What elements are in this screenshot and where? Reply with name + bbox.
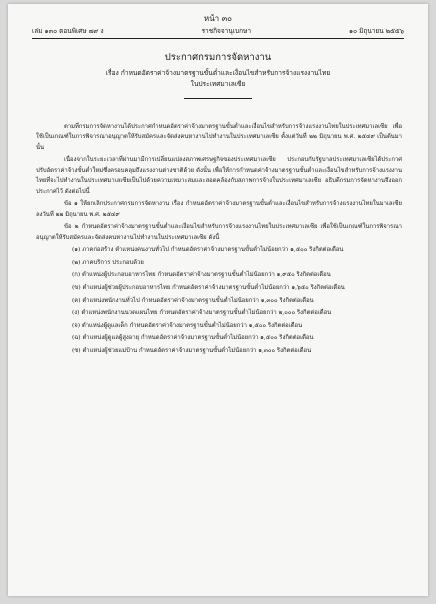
clause-2-item-2: (๒) ภาคบริการ ประกอบด้วย: [72, 259, 144, 266]
clause-2-item-2b: (ข) ตำแหน่งผู้ช่วยผู้ประกอบอาหารไทย กำหนดอัตราค่าจ้างมาตรฐานขั้นต่ำไม่น้อยกว่า ๑,๖๕๐ ริงกิตต่อเดือน: [72, 285, 345, 291]
paragraph-background: ตามที่กรมการจัดหางานได้ประกาศกำหนดอัตราค่าจ้างมาตรฐานขั้นต่ำและเงื่อนไขสำหรับการจ้างแรงงานไทยในประเทศมาเลเซีย เพื่อใช้เป็นเกณฑ์ในการพิจารณาอนุญาตให้รับสมัครและจัดส่งคนหางานไปทำงานในประเทศมาเลเซีย ตั้งแต่วันที่ ๒๒ มิถุนายน พ.ศ. ๒๕๔๙ เป็นต้นมา นั้น: [36, 124, 402, 151]
subject-line-2: ในประเทศมาเลเซีย: [190, 80, 246, 88]
header-divider: [32, 38, 404, 39]
clause-2-item-2c: (ค) ตำแหน่งพนักงานทั่วไป กำหนดอัตราค่าจ้างมาตรฐานขั้นต่ำไม่น้อยกว่า ๑,๓๐๐ ริงกิตต่อเดือน: [72, 297, 314, 304]
clause-2-item-1: (๑) ภาคก่อสร้าง ตำแหน่งคนงานทั่วไป กำหนดอัตราค่าจ้างมาตรฐานขั้นต่ำไม่น้อยกว่า ๑,๕๐๐ ริงกิตต่อเดือน: [72, 247, 344, 254]
clause-2-item-2g: (ช) ตำแหน่งผู้ช่วยแม่บ้าน กำหนดอัตราค่าจ้างมาตรฐานขั้นต่ำไม่น้อยกว่า ๑,๓๐๐ ริงกิตต่อเดือน: [72, 347, 312, 354]
announcement-title: ประกาศกรมการจัดหางาน: [164, 52, 272, 63]
clause-2-item-2f: (ฉ) ตำแหน่งผู้ดูแลผู้สูงอายุ กำหนดอัตราค่าจ้างมาตรฐานขั้นต่ำไม่น้อยกว่า ๑,๕๐๐ ริงกิตต่อเดือน: [72, 335, 314, 342]
clause-2-item-2d: (ง) ตำแหน่งพนักงานนวดแผนไทย กำหนดอัตราค่าจ้างมาตรฐานขั้นต่ำไม่น้อยกว่า ๒,๐๐๐ ริงกิตต่อเดือน: [72, 310, 332, 317]
publication-date: ๑๐ มิถุนายน ๒๕๕๖: [348, 27, 404, 35]
paragraph-reason: เนื่องจากในระยะเวลาที่ผ่านมามีการเปลี่ยนแปลงสภาพเศรษฐกิจของประเทศมาเลเซีย ประกอบกับรัฐบาลประเทศมาเลเซียได้ประกาศปรับอัตราค่าจ้างขั้นต่ำใหม่ซึ่งครอบคลุมถึงแรงงานต่างชาติด้วย ดังนั้น เพื่อให้การกำหนดค่าจ้างมาตรฐานขั้นต่ำและเงื่อนไขสำหรับการจ้างแรงงานไทยที่จะไปทำงานในประเทศมาเลเซียเป็นไปด้วยความเหมาะสมและสอดคล้องกับสภาพการจ้างในประเทศมาเลเซีย อธิบดีกรมการจัดหางานจึงออกประกาศไว้ ดังต่อไปนี้: [36, 157, 402, 195]
gazette-header: [32, 26, 404, 36]
clause-1: ข้อ ๑ ให้ยกเลิกประกาศกรมการจัดหางาน เรื่อง กำหนดอัตราค่าจ้างมาตรฐานขั้นต่ำและเงื่อนไขสำหรับการจ้างแรงงานไทยในมาเลเซีย ลงวันที่ ๒๒ มิถุนายน พ.ศ. ๒๕๔๙: [36, 201, 402, 218]
announcement-body: [36, 122, 402, 359]
gazette-page: [8, 4, 428, 596]
clause-2-item-2e: (จ) ตำแหน่งผู้ดูแลเด็ก กำหนดอัตราค่าจ้างมาตรฐานขั้นต่ำไม่น้อยกว่า ๑,๕๐๐ ริงกิตต่อเดือน: [72, 322, 303, 329]
announcement-subject: [68, 68, 368, 90]
clause-2: ข้อ ๒ กำหนดอัตราค่าจ้างมาตรฐานขั้นต่ำและเงื่อนไขสำหรับการจ้างแรงงานไทยในประเทศมาเลเซีย เพื่อใช้เป็นเกณฑ์ในการพิจารณาอนุญาตให้รับสมัครและจัดส่งคนหางานไปทำงานในประเทศมาเลเซีย ดังนี้: [36, 224, 402, 241]
page-number: หน้า ๓๐: [203, 14, 233, 23]
clause-2-item-2a: (ก) ตำแหน่งผู้ประกอบอาหารไทย กำหนดอัตราค่าจ้างมาตรฐานขั้นต่ำไม่น้อยกว่า ๑,๙๕๐ ริงกิตต่อเดือน: [72, 272, 331, 279]
subject-divider: [184, 98, 252, 99]
subject-line-1: เรื่อง กำหนดอัตราค่าจ้างมาตรฐานขั้นต่ำและเงื่อนไขสำหรับการจ้างแรงงานไทย: [105, 69, 331, 77]
gazette-name: ราชกิจจานุเบกษา: [201, 27, 251, 35]
volume-issue: เล่ม ๑๓๐ ตอนพิเศษ ๗๙ ง: [32, 27, 104, 35]
